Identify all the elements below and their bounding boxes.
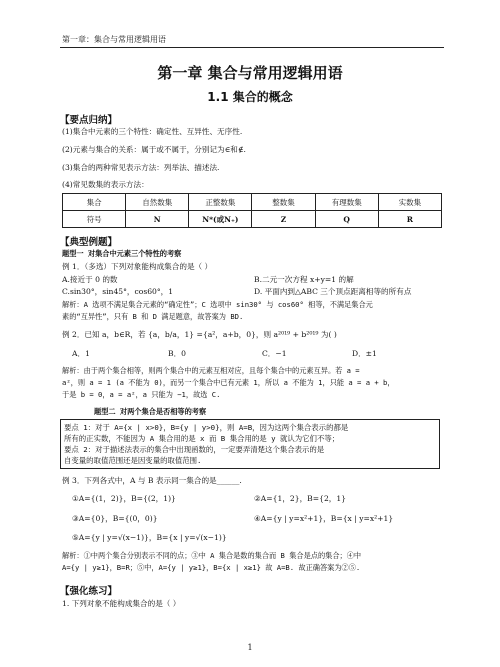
fraction: b/a (164, 330, 177, 339)
example-3-stem: 例 3．下列各式中，A 与 B 表示同一集合的是______. (62, 476, 242, 485)
table-cell: N*(或N₊) (189, 211, 252, 228)
example-1-option-b: B.二元一次方程 x+y=1 的解 (254, 275, 354, 284)
example-2-stem: 例 2．已知 a，b∈R，若 {a，b/a，1} ={a²，a+b，0}，则 a²⁰¹⁹ + b²⁰¹⁹ 为( ) (62, 330, 337, 339)
practice-heading: 【强化练习】 (60, 586, 118, 597)
table-cell: R (378, 211, 441, 228)
page-number: 1 (247, 643, 253, 652)
example-2-analysis: a²，则 a = 1 (a 不能为 0)，而另一个集合中已有元素 1，所以 a 不能为 1，只能 a = a + b， (62, 378, 395, 387)
example-1-analysis: 解析：A 选项不满足集合元素的“确定性”；C 选项中 sin30° 与 cos60° 相等，不满足集合元 (62, 300, 373, 309)
table-cell: 实数集 (378, 194, 441, 211)
example-3-option-3: ③A={0}，B={(0，0)} (72, 514, 158, 523)
topic-title: 题型一 对集合中元素三个特性的考察 (62, 249, 182, 258)
example-2-option-d: D．±1 (352, 349, 377, 358)
key-point-line: 自变量的取值范围还是因变量的取值范围. (64, 456, 202, 465)
chapter-title: 第一章 集合与常用逻辑用语 (157, 64, 343, 82)
example-2-analysis: 解析：由于两个集合相等，则两个集合中的元素互相对应，且每个集合中的元素互异。若 a = (62, 366, 360, 375)
practice-question: 1. 下列对象不能构成集合的是（ ） (62, 599, 181, 608)
key-point-line: 所有的正实数，不能因为 A 集合用的是 x 而 B 集合用的是 y 就认为它们不等； (64, 434, 340, 443)
running-header: 第一章：集合与常用逻辑用语 (62, 35, 166, 44)
table-cell: Q (315, 211, 378, 228)
topic-title: 题型二 对两个集合是否相等的考察 (94, 407, 207, 416)
example-3-option-4: ④A={y | y=x²+1}，B={x | y=x²+1} (254, 514, 394, 523)
table-cell: 符号 (63, 211, 126, 228)
table-cell: 集合 (63, 194, 126, 211)
key-points-heading: 【要点归纳】 (60, 115, 118, 126)
example-1-option-a: A.接近于 0 的数 (62, 275, 118, 284)
number-sets-table (62, 193, 442, 228)
examples-heading: 【典型例题】 (60, 237, 118, 248)
section-title: 1.1 集合的概念 (207, 90, 293, 104)
key-point-line: 要点 2：对于描述法表示的集合中出现函数的，一定要弄清楚这个集合表示的是 (64, 445, 325, 454)
key-point-line: 要点 1：对于 A={x | x>0}，B={y | y>0}，则 A=B，因为这两个集合表示的都是 (64, 423, 349, 432)
example-2-option-b: B．0 (168, 349, 187, 358)
example-1-stem: 例 1．（多选）下列对象能构成集合的是（ ） (62, 262, 213, 271)
table-cell: 正整数集 (189, 194, 252, 211)
example-3-analysis: A={y | y≥1}，B=R；⑤中，A={y | y≥1}，B={x | x≥1} 故 A=B. 故正确答案为②⑤. (62, 563, 361, 572)
table-cell: 整数集 (252, 194, 315, 211)
key-point-item: (2)元素与集合的关系：属于或不属于，分别记为∈和∉. (62, 145, 246, 154)
key-point-item: (4)常见数集的表示方法： (62, 180, 149, 189)
table-row (63, 211, 442, 228)
example-2-analysis: 于是 b = 0，a = a²，a 只能为 −1，故选 C. (62, 390, 221, 399)
table-cell: N (126, 211, 189, 228)
key-point-box (60, 419, 440, 469)
example-3-option-1: ①A={(1，2)}，B={(2，1)} (72, 494, 176, 503)
example-2-option-a: A．1 (72, 349, 90, 358)
example-2-option-c: C．−1 (262, 349, 287, 358)
key-point-item: (1)集合中元素的三个特性：确定性、互异性、无序性. (62, 127, 243, 136)
table-cell: 自然数集 (126, 194, 189, 211)
example-1-analysis: 素的“互异性”，只有 B 和 D 满足题意，故答案为 BD. (62, 312, 244, 321)
example-1-option-d: D. 平面内到△ABC 三个顶点距离相等的所有点 (254, 287, 412, 296)
example-3-option-5: ⑤A={y | y=√(x−1)}，B={x | y=√(x−1)} (72, 533, 227, 542)
table-cell: Z (252, 211, 315, 228)
key-point-item: (3)集合的两种常见表示方法：列举法、描述法. (62, 163, 220, 172)
table-row (63, 194, 442, 211)
example-1-option-c: C.sin30°，sin45°，cos60°，1 (62, 287, 174, 296)
example-3-analysis: 解析：①中两个集合分别表示不同的点；③中 A 集合是数的集合而 B 集合是点的集合；④中 (62, 551, 362, 560)
example-3-option-2: ②A={1，2}，B={2，1} (254, 494, 347, 503)
header-rule (60, 47, 444, 48)
table-cell: 有理数集 (315, 194, 378, 211)
